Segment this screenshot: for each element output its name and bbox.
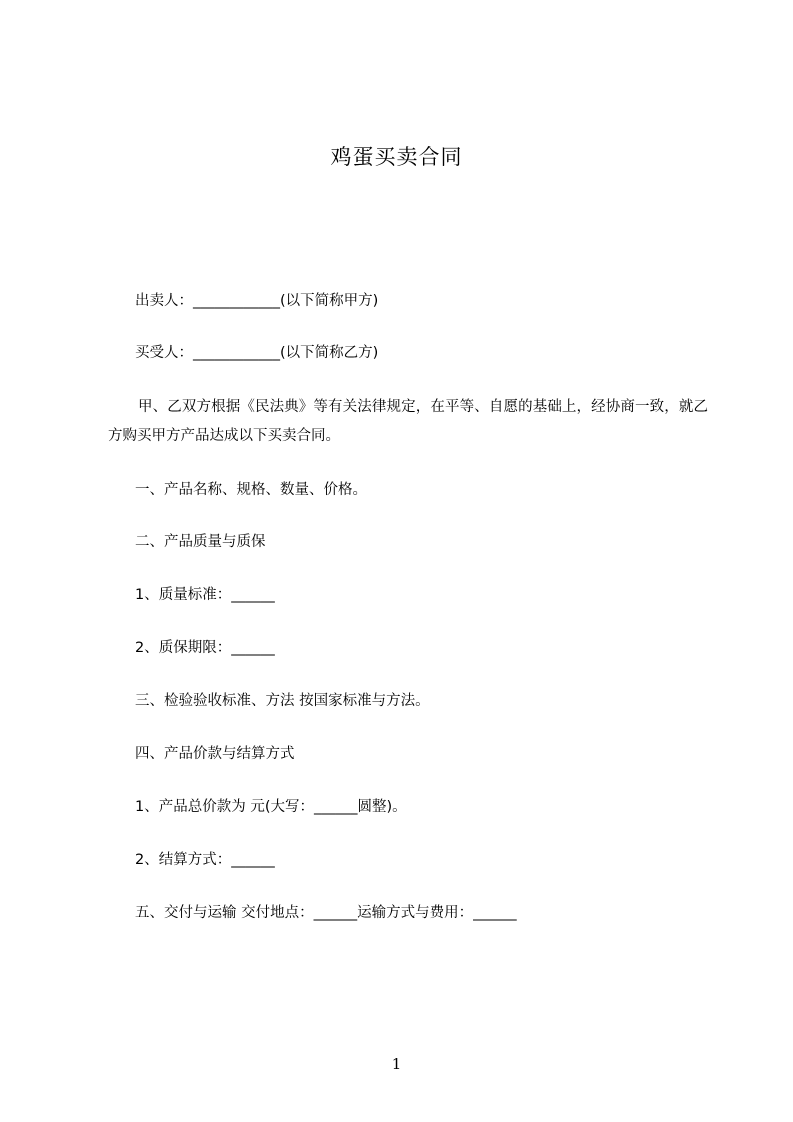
clause-4-1: 1、产品总价款为 元(大写：______圆整)。 [135,799,407,815]
buyer-line: 买受人：____________(以下简称乙方) [135,345,379,361]
clause-2-1: 1、质量标准：______ [135,587,275,603]
document-title: 鸡蛋买卖合同 [330,145,463,169]
preamble-paragraph: 甲、乙双方根据《民法典》等有关法律规定，在平等、自愿的基础上，经协商一致，就乙方购买甲方产品达成以下买卖合同。 [108,399,708,444]
clause-4: 四、产品价款与结算方式 [135,746,295,762]
seller-line: 出卖人：____________(以下简称甲方) [135,293,379,309]
clause-1: 一、产品名称、规格、数量、价格。 [135,482,367,498]
clause-2: 二、产品质量与质保 [135,534,266,550]
clause-2-2: 2、质保期限：______ [135,640,275,656]
page-number: 1 [391,1055,402,1073]
clause-3: 三、检验验收标准、方法 按国家标准与方法。 [135,693,430,709]
clause-5: 五、交付与运输 交付地点：______运输方式与费用：______ [135,905,517,921]
clause-4-2: 2、结算方式：______ [135,852,275,868]
